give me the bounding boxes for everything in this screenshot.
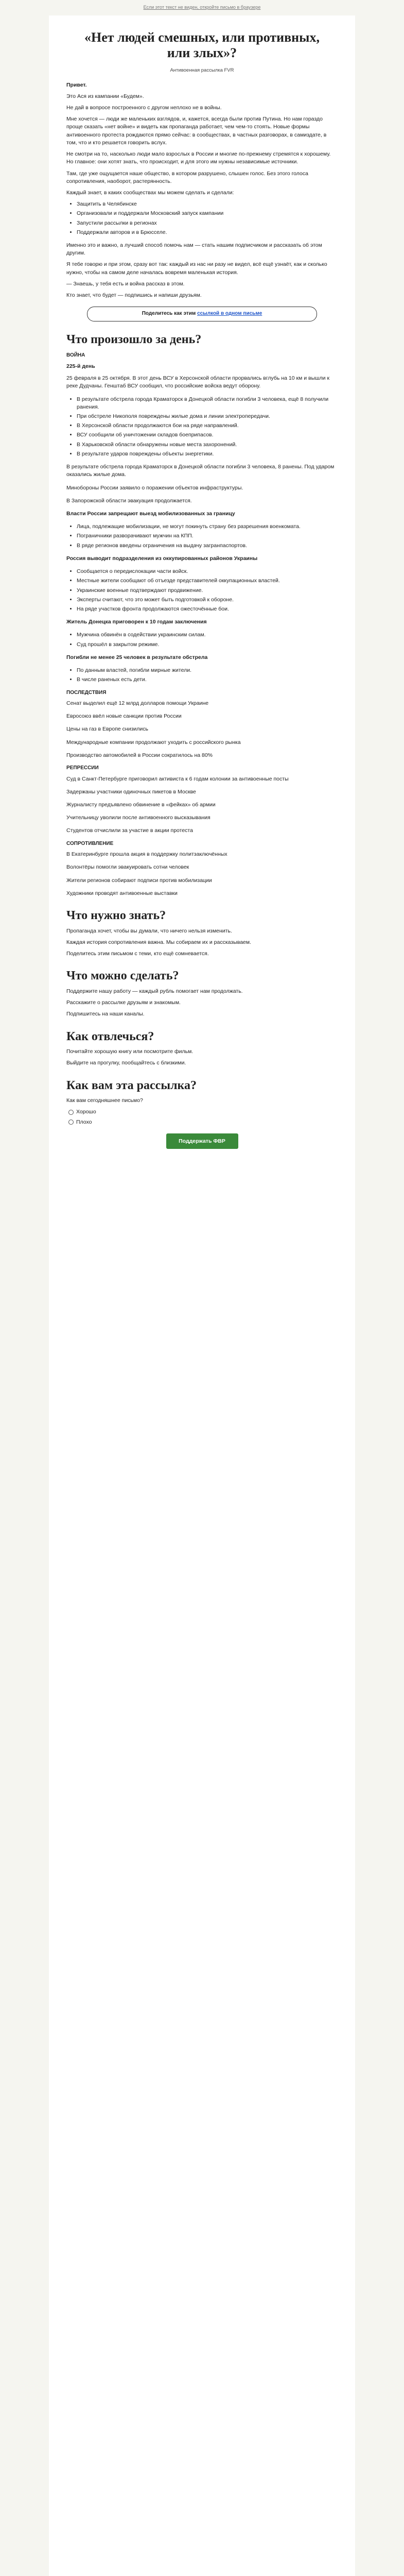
email-title: «Нет людей смешных, или противных, или злых»? xyxy=(84,30,320,60)
list-item: • Украинские военные подтверждают продвижение. xyxy=(77,587,338,595)
list-item: • В результате ударов повреждены объекты энергетики. xyxy=(77,450,338,458)
list-item: • По данным властей, погибли мирные жители. xyxy=(77,667,338,674)
section-label-consequences: ПОСЛЕДСТВИЯ xyxy=(66,689,107,696)
news-item: Международные компании продолжают уходить с российского рынка xyxy=(66,739,241,745)
news-heading: Власти России запрещают выезд мобилизованных за границу xyxy=(66,511,235,517)
news-item: Жители регионов собирают подписи против мобилизации xyxy=(66,877,212,884)
list-item: • В ряде регионов введены ограничения на выдачу загранпаспортов. xyxy=(77,542,338,550)
achievements-list xyxy=(66,200,338,236)
list-item: • Защитить в Челябинске xyxy=(77,200,338,208)
list-item: • Организовали и поддержали Московский запуск кампании xyxy=(77,210,338,217)
radio-option-bad[interactable] xyxy=(68,1118,338,1126)
news-item: Суд в Санкт-Петербурге приговорил активиста к 6 годам колонии за антивоенные посты xyxy=(66,775,289,782)
news-item: Задержаны участники одиночных пикетов в Москве xyxy=(66,788,196,795)
list-item: • Лица, подлежащие мобилизации, не могут покинуть страну без разрешения военкомата. xyxy=(77,523,338,531)
view-in-browser-link[interactable]: Если этот текст не виден, откройте письмо в браузере xyxy=(143,5,261,10)
news-bullets xyxy=(66,667,338,684)
section-label-resistance: СОПРОТИВЛЕНИЕ xyxy=(66,840,114,846)
section-title-what-happened: Что произошло за день? xyxy=(66,332,202,346)
date-heading: 225-й день xyxy=(66,363,95,369)
paragraph: Не дай в вопросе построенного с другом неплохо не в войны. xyxy=(66,104,222,111)
news-item: В Запорожской области эвакуация продолжается. xyxy=(66,497,192,504)
section-title-what-to-know: Что нужно знать? xyxy=(66,909,166,923)
list-item: • В результате обстрела города Краматорск в Донецкой области погибли 3 человека, ещё 8 получили ранения. xyxy=(77,396,338,411)
list-item: • Пограничники разворачивают мужчин на КПП. xyxy=(77,532,338,540)
feedback-question: Как вам сегодняшнее письмо? xyxy=(66,1097,143,1104)
news-item: 25 февраля в 25 октября. В этот день ВСУ в Херсонской области прорвались вглубь на 10 км и вышли к реке Дудчаны. Генштаб ВСУ сообщил, что российские войска ведут оборону. xyxy=(66,375,330,389)
paragraph: Каждый знает, в каких сообществах мы можем сделать и сделали: xyxy=(66,189,234,196)
news-item: В Екатеринбурге прошла акция в поддержку политзаключённых xyxy=(66,851,227,858)
email-card xyxy=(49,15,355,2576)
list-item: • В Херсонской области продолжаются бои на ряде направлений. xyxy=(77,422,338,430)
share-text: Поделитесь как этим xyxy=(142,311,196,317)
news-item: Журналисту предъявлено обвинение в «фейках» об армии xyxy=(66,802,216,808)
paragraph: Поддержите нашу работу — каждый рубль помогает нам продолжать. xyxy=(66,988,243,994)
news-heading: Житель Донецка приговорен к 10 годам заключения xyxy=(66,619,207,625)
paragraph: Подпишитесь на наши каналы. xyxy=(66,1011,145,1018)
section-label-repressions: РЕПРЕССИИ xyxy=(66,765,99,771)
email-body xyxy=(49,15,355,1149)
news-item: Художники проводят антивоенные выставки xyxy=(66,890,178,896)
radio-label: Плохо xyxy=(76,1118,92,1125)
news-heading: Россия выводит подразделения из оккупированных районов Украины xyxy=(66,555,258,562)
paragraph: Не смотри на то, насколько люди мало взрослых в России и многие по-прежнему стремятся к хорошему. Но главное: они хотят знать, что происходит, и для этого им нужны независимые источники. xyxy=(66,151,331,165)
intro-line: Это Ася из кампании «Будем». xyxy=(66,93,144,99)
paragraph: Именно это и важно, а лучший способ помочь нам — стать нашим подписчиком и рассказать об этом другим. xyxy=(66,242,322,257)
paragraph: Пропаганда хочет, чтобы вы думали, что ничего нельзя изменить. xyxy=(66,927,232,934)
list-item: • При обстреле Никополя повреждены жилые дома и линии электропередачи. xyxy=(77,413,338,420)
war-bullets xyxy=(66,396,338,459)
radio-icon[interactable] xyxy=(68,1110,74,1115)
section-title-distract: Как отвлечься? xyxy=(66,1029,154,1043)
radio-label: Хорошо xyxy=(76,1109,96,1115)
news-bullets xyxy=(66,568,338,613)
news-item: Евросоюз ввёл новые санкции против России xyxy=(66,713,182,720)
paragraph: Мне хочется — люди же маленьких взглядов, и, кажется, всегда были против Путина. Но нам гораздо проще сказать «нет войне» и видеть как пропаганда работает, чем чем-то стоять. Новые формы антивоенного протеста рождаются прямо сейчас: в сообществах, в частных разговорах, в самиздате, в том, что и кто решается говорить вслух. xyxy=(66,116,327,146)
news-item: Сенат выделил ещё 12 млрд долларов помощи Украине xyxy=(66,700,209,707)
news-bullets xyxy=(66,523,338,550)
paragraph: Расскажите о рассылке друзьям и знакомым. xyxy=(66,999,181,1006)
share-link[interactable]: ссылкой в одном письме xyxy=(197,311,262,317)
section-label-war: ВОЙНА xyxy=(66,352,85,359)
email-subtitle: Антивоенная рассылка FVR xyxy=(170,67,234,73)
paragraph: Каждая история сопротивления важна. Мы собираем их и рассказываем. xyxy=(66,939,252,945)
list-item: • Поддержали авторов и в Брюсселе. xyxy=(77,229,338,236)
news-item: Студентов отчислили за участие в акции протеста xyxy=(66,827,193,834)
list-item: • В Харьковской области обнаружены новые места захоронений. xyxy=(77,441,338,449)
paragraph: Там, где уже ощущается наше общество, в котором разрушено, слышен голос. Без этого голоса сопротивления, наоборот, растерянность. xyxy=(66,170,308,184)
news-item: Минобороны России заявило о поражении объектов инфраструктуры. xyxy=(66,484,243,491)
list-item: • На ряде участков фронта продолжаются ожесточённые бои. xyxy=(77,605,338,613)
news-item: В результате обстрела города Краматорск в Донецкой области погибли 3 человека, 8 ранены. Под ударом оказались жилые дома. xyxy=(66,464,335,478)
news-bullets xyxy=(66,631,338,648)
news-item: Учительницу уволили после антивоенного высказывания xyxy=(66,815,210,821)
paragraph: Почитайте хорошую книгу или посмотрите фильм. xyxy=(66,1048,194,1055)
list-item: • Эксперты считают, что это может быть подготовкой к обороне. xyxy=(77,596,338,604)
list-item: • Сообщается о передислокации части войск. xyxy=(77,568,338,575)
share-box[interactable] xyxy=(87,307,317,321)
list-item: • Запустили рассылки в регионах xyxy=(77,219,338,227)
news-item: Цены на газ в Европе снизились xyxy=(66,726,148,733)
radio-option-good[interactable] xyxy=(68,1108,338,1116)
paragraph: Кто знает, что будет — подпишись и напиши друзьям. xyxy=(66,292,202,299)
donate-button[interactable]: Поддержать ФВР xyxy=(166,1133,238,1149)
list-item: • Мужчина обвинён в содействии украинским силам. xyxy=(77,631,338,639)
list-item: • ВСУ сообщили об уничтожении складов боеприпасов. xyxy=(77,431,338,439)
news-heading: Погибли не менее 25 человек в результате обстрела xyxy=(66,654,208,660)
list-item: • Местные жители сообщают об отъезде представителей оккупационных властей. xyxy=(77,577,338,585)
view-in-browser[interactable] xyxy=(0,0,404,15)
list-item: • Суд прошёл в закрытом режиме. xyxy=(77,641,338,649)
paragraph: Выйдите на прогулку, пообщайтесь с близкими. xyxy=(66,1060,186,1066)
paragraph: Я тебе говорю и при этом, сразу вот так: каждый из нас ни разу не видел, всё ещё узнаёт, как и сколько нужно, чтобы на самом деле началась вовремя маленькая история. xyxy=(66,261,327,276)
section-title-what-to-do: Что можно сделать? xyxy=(66,969,179,983)
news-item: Волонтёры помогли эвакуировать сотни человек xyxy=(66,864,189,871)
section-title-feedback: Как вам эта рассылка? xyxy=(66,1078,197,1092)
paragraph: Поделитесь этим письмом с теми, кто ещё сомневается. xyxy=(66,951,209,957)
paragraph: — Знаешь, у тебя есть и война рассказ в этом. xyxy=(66,280,185,287)
greeting: Привет. xyxy=(66,81,87,88)
list-item: • В числе раненых есть дети. xyxy=(77,676,338,684)
news-item: Производство автомобилей в России сократилось на 80% xyxy=(66,752,213,758)
radio-icon[interactable] xyxy=(68,1120,74,1125)
